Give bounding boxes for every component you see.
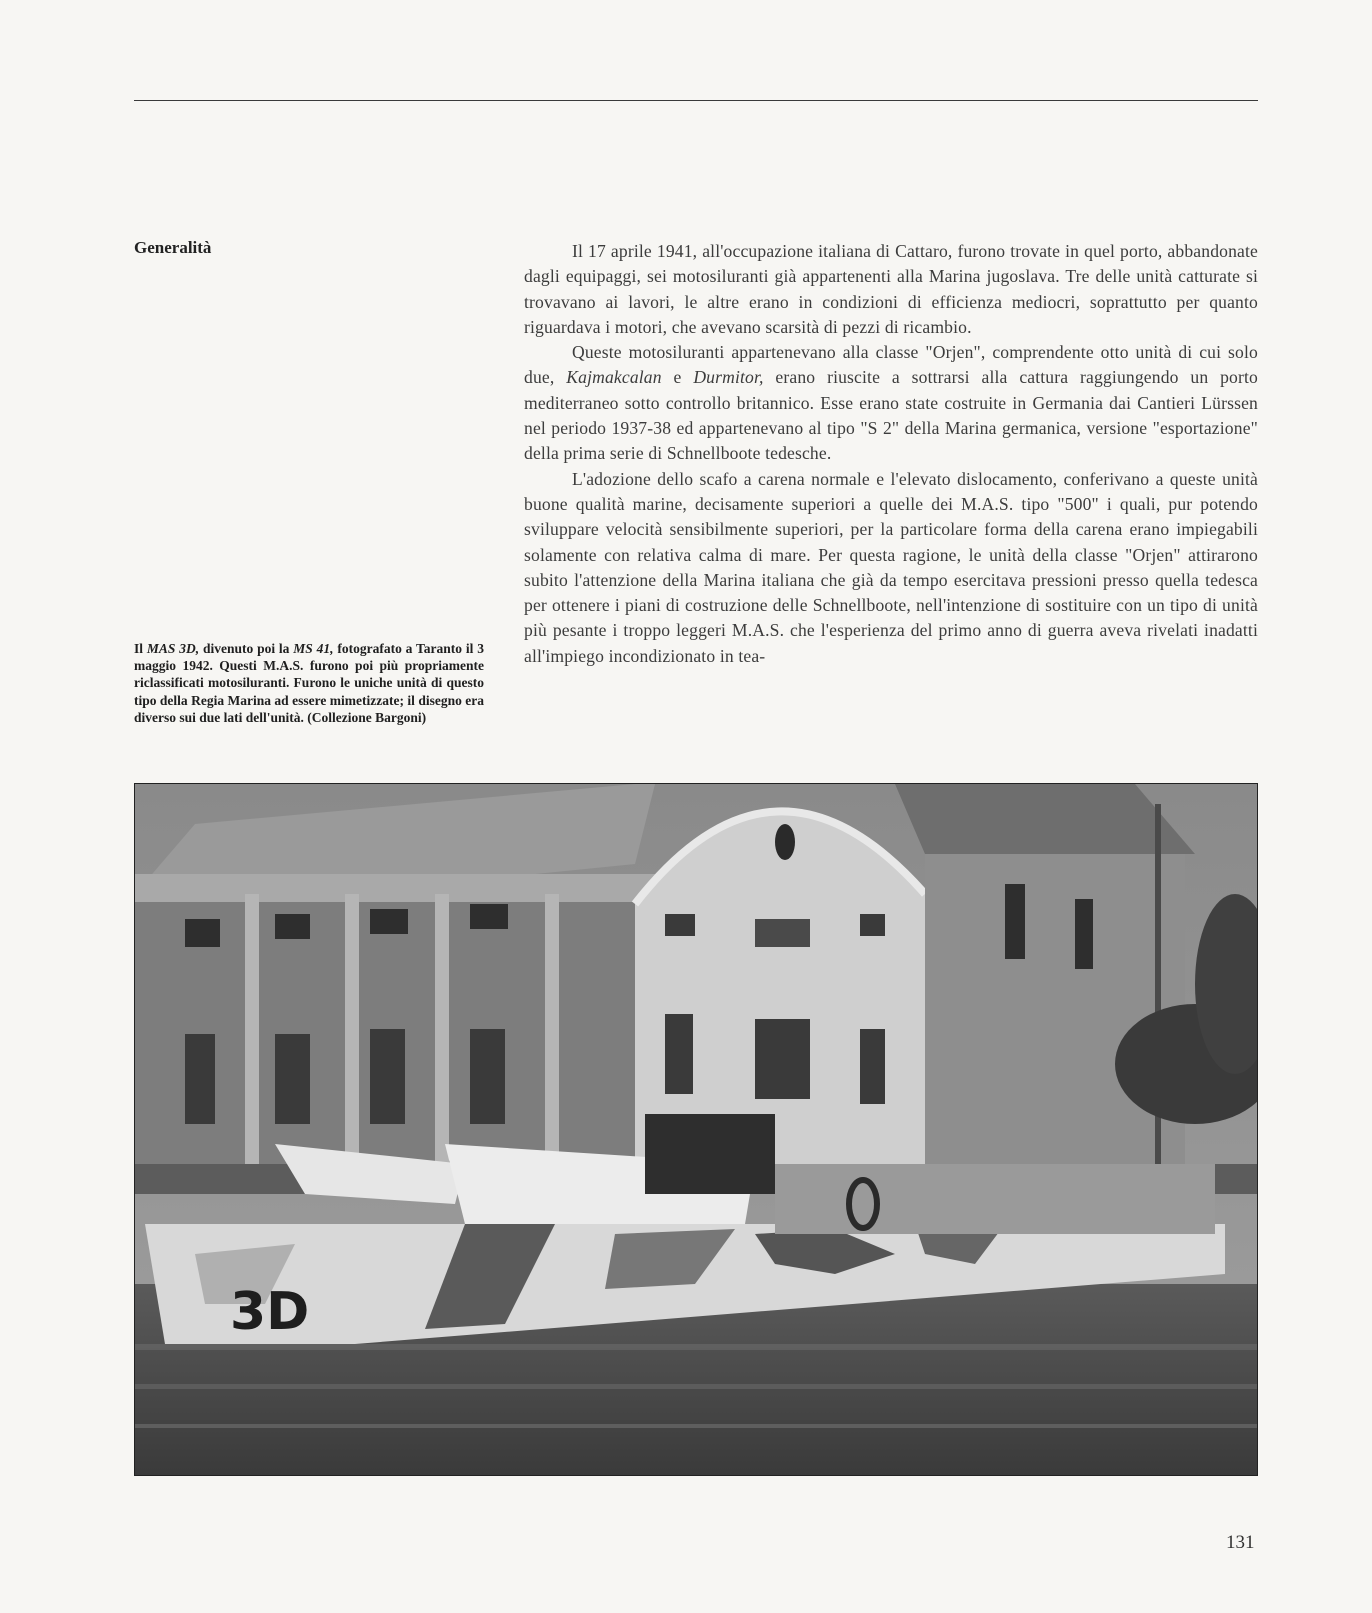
boat-photo-illustration: [135, 784, 1258, 1476]
hull-number: 3D: [230, 1282, 310, 1342]
page-number: 131: [1226, 1532, 1255, 1553]
photo-caption: Il MAS 3D, divenuto poi la MS 41, fotografato a Taranto il 3 maggio 1942. Questi M.A.S. furono poi più propriamente riclassificati motosiluranti. Furono le uniche unità di questo tipo della Regia Marina ad essere mimetizzate; il disegno era diverso sui due lati dell'unità. (Collezione Bargoni): [134, 641, 484, 725]
section-title: Generalità: [134, 238, 212, 257]
boat-photograph: [134, 783, 1258, 1476]
body-paragraph-1: Il 17 aprile 1941, all'occupazione italiana di Cattaro, furono trovate in quel porto, abbandonate dagli equipaggi, sei motosiluranti già appartenenti alla Marina jugoslava. Tre delle unità catturate si trovavano ai lavori, le altre erano in condizioni di efficienza mediocri, soprattutto per quanto riguardava i motori, che avevano scarsità di pezzi di ricambio.: [524, 241, 1258, 337]
body-text: [524, 239, 1258, 669]
body-paragraph-3: L'adozione dello scafo a carena normale e l'elevato dislocamento, conferivano a queste unità buone qualità marine, decisamente superiori a quelle dei M.A.S. tipo "500" i quali, pur potendo sviluppare velocità sensibilmente superiori, per la particolare forma della carena erano impiegabili solamente con relativa calma di mare. Per questa ragione, le unità della classe "Orjen" attirarono subito l'attenzione della Marina italiana che già da tempo esercitava pressioni presso quella tedesca per ottenere i piani di costruzione delle Schnellboote, nell'intenzione di sostituire con un tipo di unità più pesante i troppo leggeri M.A.S. che l'esperienza del primo anno di guerra aveva rivelati inadatti all'impiego incondizionato in tea-: [524, 468, 1258, 666]
body-paragraph-2: Queste motosiluranti appartenevano alla classe "Orjen", comprendente otto unità di cui solo due, Kajmakcalan e Durmitor, erano riuscite a sottrarsi alla cattura raggiungendo un porto mediterraneo sotto controllo britannico. Esse erano state costruite in Germania dai Cantieri Lürssen nel periodo 1937-38 ed appartenevano al tipo "S 2" della Marina germanica, versione "esportazione" della prima serie di Schnellboote tedesche.: [524, 342, 1259, 464]
top-rule: [134, 100, 1258, 101]
